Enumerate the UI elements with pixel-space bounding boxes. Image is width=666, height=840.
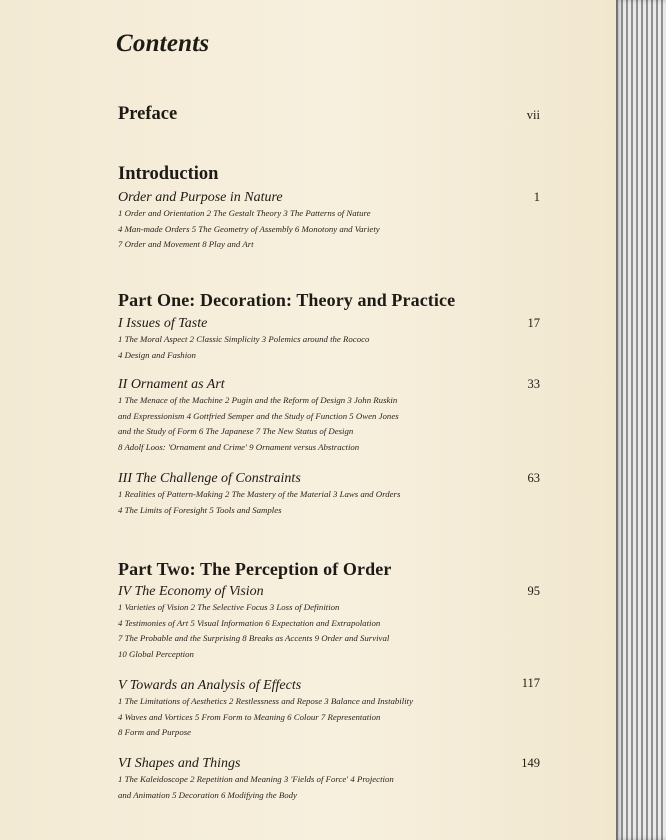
section-line: 1 The Moral Aspect 2 Classic Simplicity 3 Polemics around the Rococo <box>118 334 370 344</box>
introduction-chapter-title: Order and Purpose in Nature <box>118 190 283 205</box>
part-two-heading: Part Two: The Perception of Order <box>118 559 392 579</box>
introduction-sections <box>118 206 558 253</box>
part-one-heading: Part One: Decoration: Theory and Practice <box>118 290 456 310</box>
section-line: 4 The Limits of Foresight 5 Tools and Samples <box>118 504 282 515</box>
chapter-title: VI Shapes and Things <box>118 756 241 771</box>
section-line: 1 The Kaleidoscope 2 Repetition and Meaning 3 'Fields of Force' 4 Projection <box>118 774 394 784</box>
chapter-sections <box>118 600 558 662</box>
section-line: 4 Design and Fashion <box>118 349 196 360</box>
page-edges <box>616 0 666 840</box>
section-line: and Expressionism 4 Gottfried Semper and the Study of Function 5 Owen Jones <box>118 410 399 421</box>
section-line: 4 Testimonies of Art 5 Visual Information 6 Expectation and Extrapolation <box>118 617 381 628</box>
section-line: and the Study of Form 6 The Japanese 7 The New Status of Design <box>118 426 354 436</box>
chapter-page-number: 63 <box>527 471 540 485</box>
preface-heading: Preface <box>118 104 178 124</box>
preface-page-number: vii <box>526 108 540 122</box>
section-line: 1 The Menace of the Machine 2 Pugin and the Reform of Design 3 John Ruskin <box>118 395 398 405</box>
introduction-page-number: 1 <box>533 190 540 204</box>
chapter-title: V Towards an Analysis of Effects <box>118 678 302 693</box>
chapter-title: IV The Economy of Vision <box>118 584 264 599</box>
section-line: 7 The Probable and the Surprising 8 Breaks as Accents 9 Order and Survival <box>118 633 390 643</box>
section-line: 8 Adolf Loos: 'Ornament and Crime' 9 Ornament versus Abstraction <box>118 441 360 452</box>
chapter-sections <box>118 694 558 741</box>
chapter-sections <box>118 772 558 803</box>
chapter-title: I Issues of Taste <box>118 316 208 331</box>
section-line: 1 Order and Orientation 2 The Gestalt Theory 3 The Patterns of Nature <box>118 208 371 218</box>
page-title: Contents <box>116 30 210 57</box>
section-line: and Animation 5 Decoration 6 Modifying the Body <box>118 789 297 800</box>
introduction-heading: Introduction <box>118 164 219 184</box>
section-line: 4 Waves and Vortices 5 From Form to Meaning 6 Colour 7 Representation <box>118 711 381 722</box>
section-line: 8 Form and Purpose <box>118 727 192 737</box>
section-line: 1 The Limitations of Aesthetics 2 Restlessness and Repose 3 Balance and Instability <box>118 696 413 706</box>
chapter-page-number: 17 <box>527 316 540 330</box>
section-line: 1 Realities of Pattern-Making 2 The Mastery of the Material 3 Laws and Orders <box>118 489 401 499</box>
chapter-sections <box>118 332 558 363</box>
chapter-page-number: 95 <box>527 584 540 598</box>
chapter-sections <box>118 487 558 518</box>
chapter-page-number: 149 <box>521 756 540 770</box>
chapter-page-number: 33 <box>527 377 540 391</box>
chapter-title: III The Challenge of Constraints <box>118 471 301 486</box>
chapter-page-number: 117 <box>521 676 540 690</box>
chapter-sections <box>118 393 558 455</box>
section-line: 7 Order and Movement 8 Play and Art <box>118 239 254 249</box>
section-line: 10 Global Perception <box>118 648 194 659</box>
section-line: 1 Varieties of Vision 2 The Selective Focus 3 Loss of Definition <box>118 602 340 612</box>
section-line: 4 Man-made Orders 5 The Geometry of Assembly 6 Monotony and Variety <box>118 223 380 234</box>
chapter-title: II Ornament as Art <box>118 377 225 392</box>
